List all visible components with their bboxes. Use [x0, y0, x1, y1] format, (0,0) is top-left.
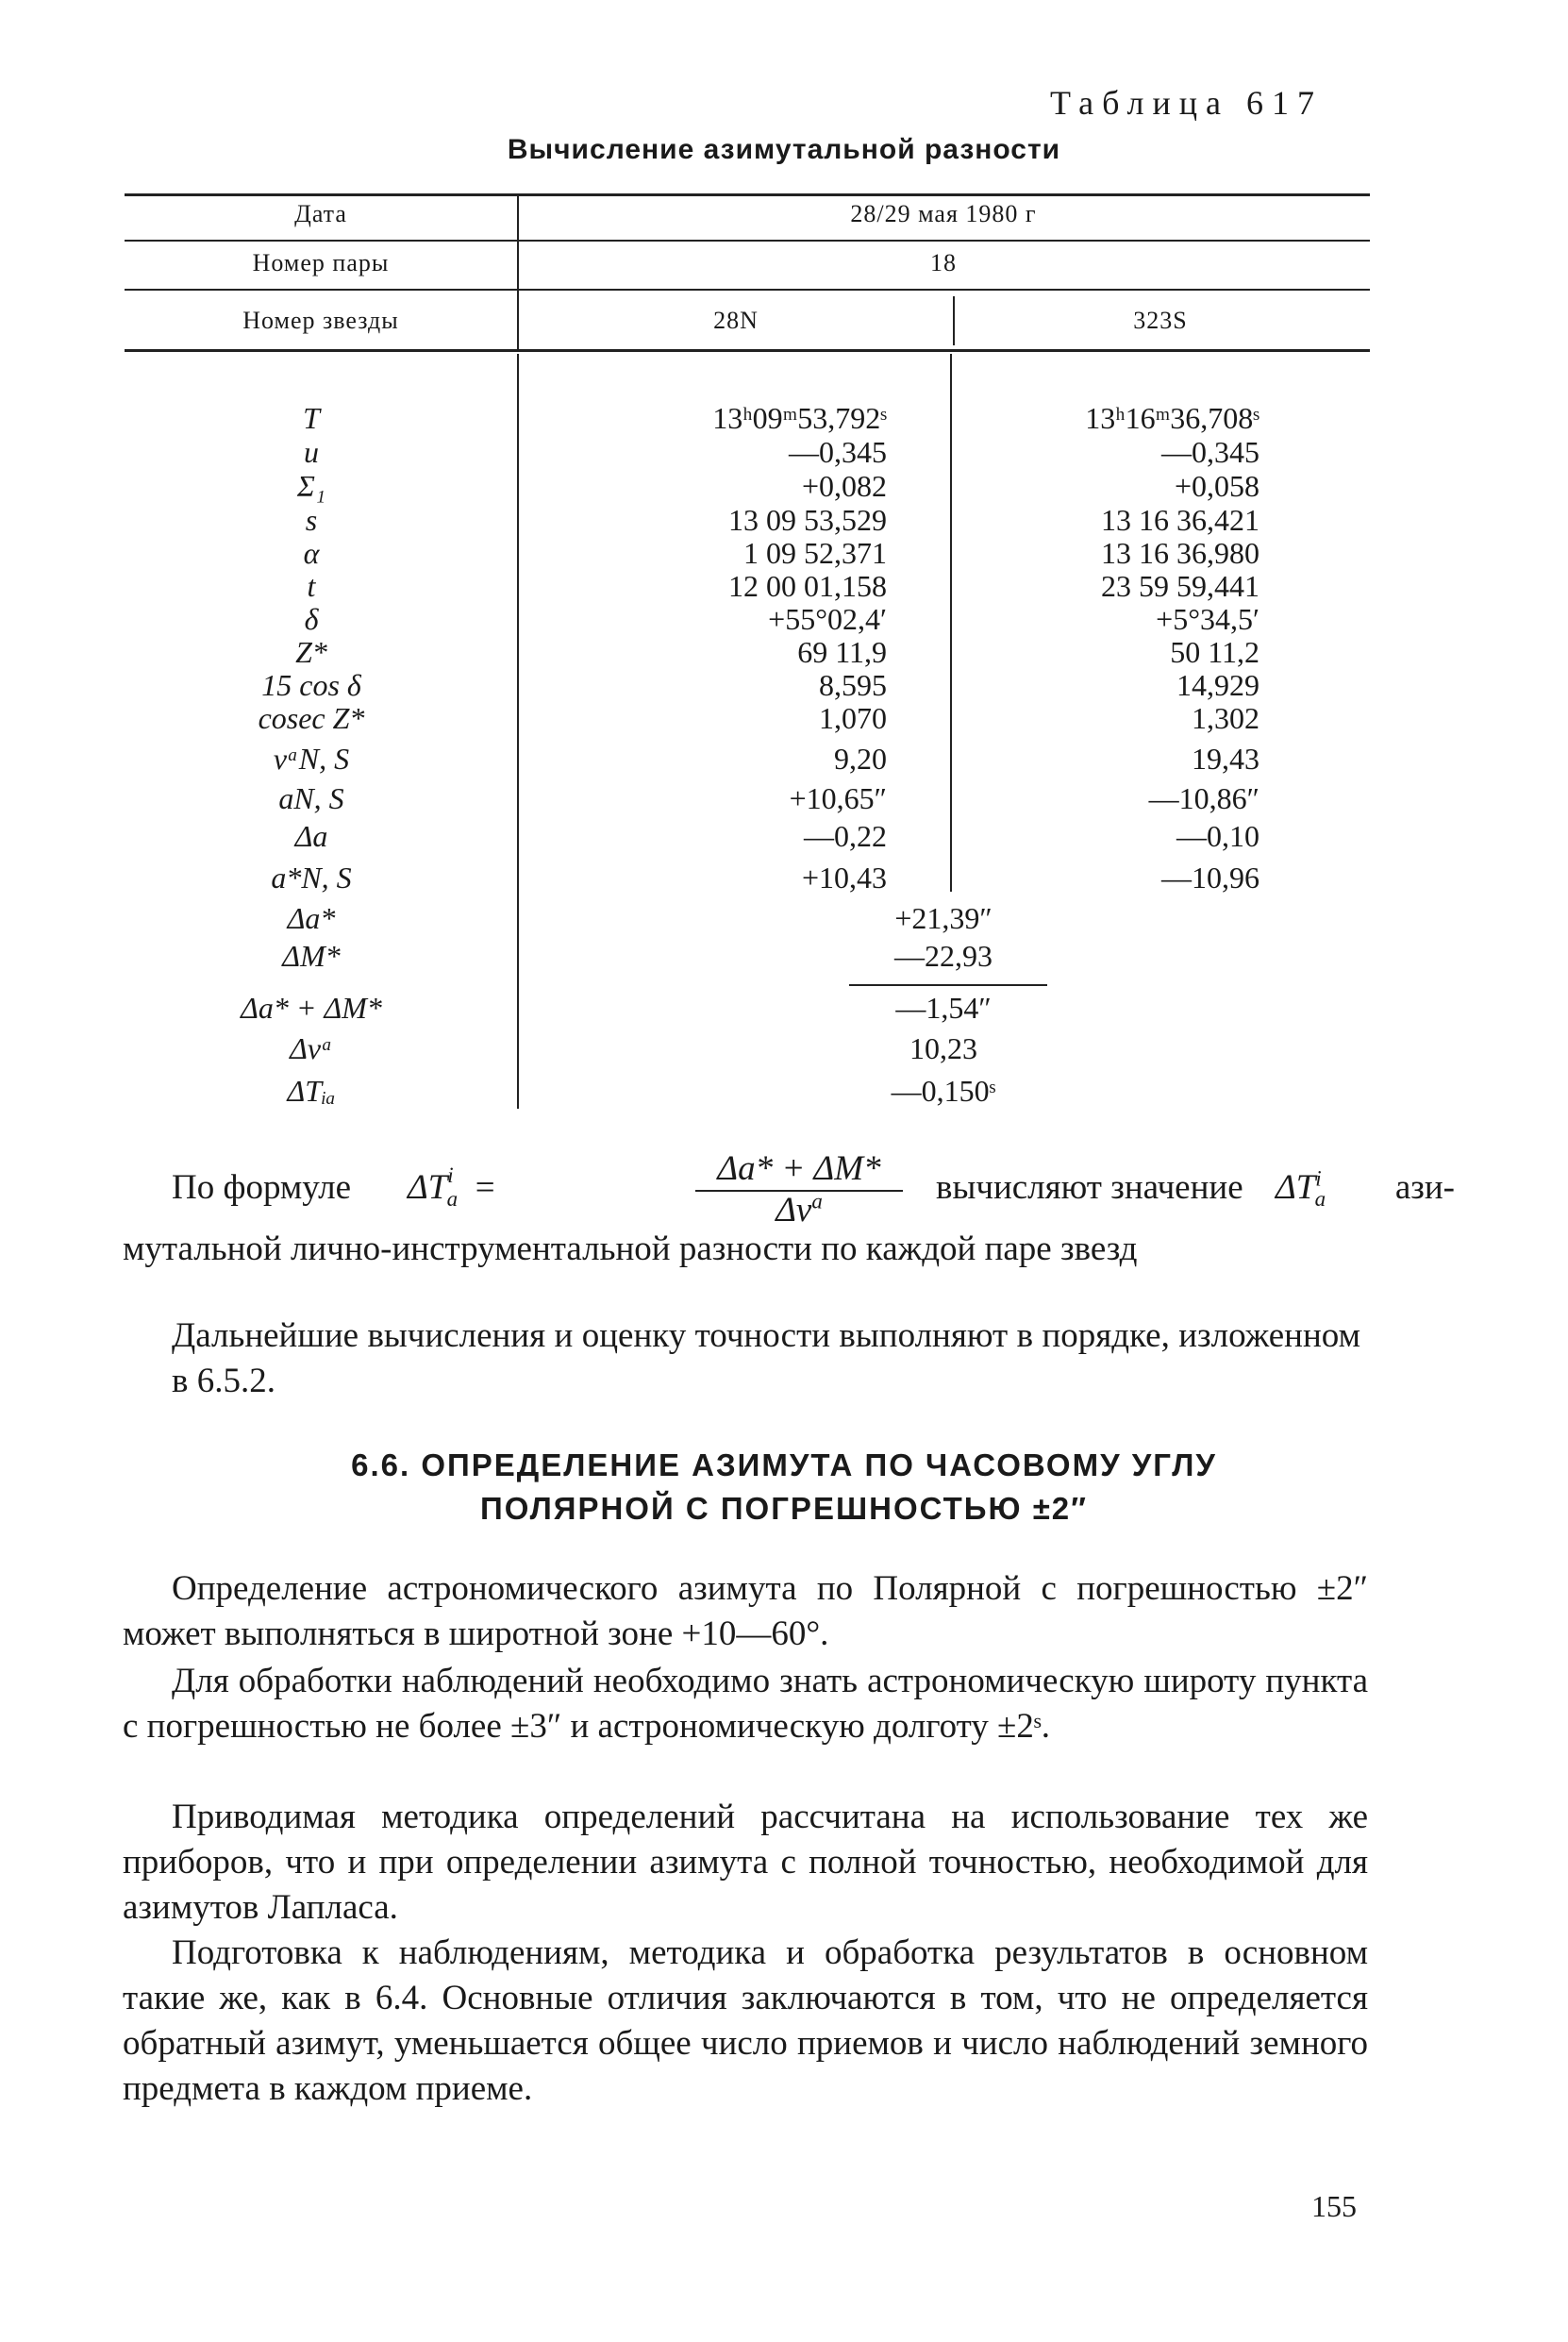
body-star-divider — [950, 354, 952, 892]
row-value-star-2: +5°34,5′ — [1156, 602, 1259, 636]
row-value-star-1: 8,595 — [819, 668, 887, 702]
table-title: Вычисление азимутальной разности — [507, 134, 1061, 165]
table-rule-1 — [125, 240, 1370, 242]
row-value-star-2: —0,10 — [1176, 819, 1259, 853]
row-label: t — [307, 569, 316, 603]
row-value-star-2: 1,302 — [1192, 701, 1259, 735]
star-2-value: 323S — [1133, 307, 1188, 334]
row-value-star-2: —10,86″ — [1148, 781, 1259, 815]
row-value-star-2: 19,43 — [1192, 742, 1259, 776]
table-number-label: Таблица 617 — [1050, 84, 1323, 122]
date-label: Дата — [294, 200, 347, 227]
row-label: cosec Z* — [258, 701, 365, 735]
formula-lhs: $\Delta T^i_a$ = — [408, 1163, 497, 1212]
header-column-divider — [517, 193, 519, 349]
star-column-divider — [953, 296, 955, 345]
row-value-star-1: +55°02,4′ — [768, 602, 887, 636]
sum-row-label: ΔM* — [282, 939, 341, 973]
formula-tail-symbol: $\Delta T^i_a$ — [1276, 1166, 1326, 1212]
row-value-star-2: 13ʰ16ᵐ36,708ˢ — [1085, 401, 1259, 435]
row-value-star-2: —0,345 — [1161, 435, 1259, 469]
row-label: T — [303, 401, 320, 435]
row-label: 15 cos δ — [261, 668, 361, 702]
pair-value: 18 — [930, 249, 957, 276]
row-label: aN, S — [278, 781, 344, 815]
row-label: Z* — [295, 635, 327, 669]
formula-tail: вычисляют значение — [936, 1168, 1243, 1207]
row-value-star-1: —0,22 — [804, 819, 887, 853]
row-value-star-1: +0,082 — [801, 469, 887, 503]
sum-row-value: 10,23 — [909, 1031, 977, 1065]
row-value-star-1: —0,345 — [789, 435, 887, 469]
row-label: a*N, S — [271, 861, 352, 895]
row-value-star-1: 9,20 — [834, 742, 887, 776]
sum-row-label: Δa* — [287, 901, 336, 935]
row-label: δ — [304, 602, 319, 636]
row-value-star-2: 14,929 — [1176, 668, 1259, 702]
table-rule-2 — [125, 289, 1370, 291]
sum-row-label: Δa* + ΔM* — [241, 991, 382, 1025]
body-column-divider — [517, 354, 519, 1109]
star-1-value: 28N — [713, 307, 759, 334]
sum-row-value: —0,150ˢ — [891, 1074, 996, 1108]
sum-row-label: Δvᵃ — [290, 1031, 333, 1065]
sum-row-label: ΔTᵢₐ — [287, 1074, 336, 1108]
row-value-star-1: 12 00 01,158 — [728, 569, 887, 603]
row-value-star-2: 13 16 36,980 — [1101, 536, 1259, 570]
sum-row-value: +21,39″ — [894, 901, 993, 935]
paragraph-4: Для обработки наблюдений необходимо знать астрономическую широту пункта с погрешностью не более ±3″ и астрономическую долготу ±2ˢ. — [123, 1662, 1368, 1746]
row-label: s — [305, 503, 318, 537]
formula-numerator: Δa* + ΔM* — [717, 1149, 881, 1188]
star-label: Номер звезды — [242, 307, 399, 334]
row-value-star-2: 13 16 36,421 — [1101, 503, 1259, 537]
date-value: 28/29 мая 1980 г — [850, 200, 1037, 227]
row-value-star-1: +10,43 — [801, 861, 887, 895]
table-header-bottom-rule — [125, 349, 1370, 352]
paragraph-3: Определение астрономического азимута по Полярной с погрешностью ±2″ может выполняться в широтной зоне +10—60°. — [123, 1569, 1368, 1653]
row-value-star-1: 1 09 52,371 — [743, 536, 887, 570]
section-heading-line-1: 6.6. ОПРЕДЕЛЕНИЕ АЗИМУТА ПО ЧАСОВОМУ УГЛУ — [351, 1447, 1217, 1482]
pair-label: Номер пары — [252, 249, 390, 276]
row-value-star-2: —10,96 — [1161, 861, 1259, 895]
paragraph-1-continuation: мутальной лично-инструментальной разности по каждой паре звезд — [123, 1230, 1138, 1268]
row-value-star-2: +0,058 — [1174, 469, 1259, 503]
row-value-star-1: 1,070 — [819, 701, 887, 735]
paragraph-2: Дальнейшие вычисления и оценку точности выполняют в порядке, изложенном в 6.5.2. — [172, 1316, 1360, 1400]
row-label: Δa — [294, 819, 328, 853]
paragraph-5: Приводимая методика определений рассчитана на использование тех же приборов, что и при определении азимута с полной точностью, необходимой для азимутов Лапласа. — [123, 1798, 1368, 1927]
sum-row-value: —22,93 — [894, 939, 993, 973]
row-label: Σ₁ — [296, 469, 326, 503]
row-value-star-1: 13ʰ09ᵐ53,792ˢ — [712, 401, 887, 435]
row-value-star-1: 69 11,9 — [797, 635, 887, 669]
row-value-star-1: +10,65″ — [789, 781, 887, 815]
row-label: α — [303, 536, 320, 570]
paragraph-6: Подготовка к наблюдениям, методика и обработка результатов в основном такие же, как в 6.4. Основные отличия заключаются в том, что не определяется обратный азимут, уменьшается общее число приемов и число наблюдений земного предмета в каждом приеме. — [123, 1933, 1368, 2108]
formula-fraction — [695, 1150, 903, 1228]
formula-tail-end: ази- — [1394, 1168, 1455, 1207]
formula-denominator: $\Delta v^a$ — [776, 1189, 823, 1230]
row-label: vᵃN, S — [273, 742, 350, 776]
row-value-star-2: 23 59 59,441 — [1101, 569, 1259, 603]
row-label: u — [304, 435, 319, 469]
page-number: 155 — [1311, 2189, 1357, 2223]
table-top-rule — [125, 193, 1370, 196]
row-value-star-2: 50 11,2 — [1170, 635, 1259, 669]
row-value-star-1: 13 09 53,529 — [728, 503, 887, 537]
sum-rule — [849, 984, 1047, 986]
sum-row-value: —1,54″ — [895, 991, 992, 1025]
section-heading-line-2: ПОЛЯРНОЙ С ПОГРЕШНОСТЬЮ ±2″ — [480, 1491, 1088, 1526]
formula-lead: По формуле — [172, 1168, 352, 1207]
